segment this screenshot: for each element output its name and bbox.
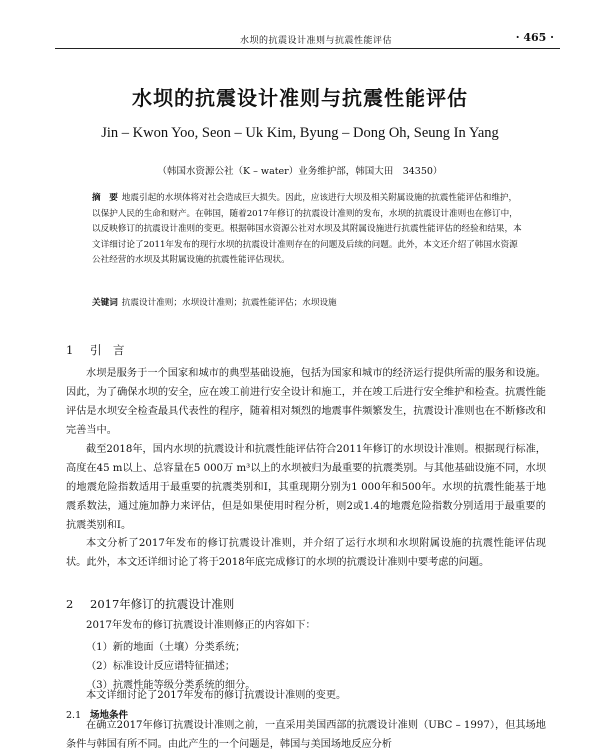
subsection-number: 2.1 [66,710,82,721]
body-paragraph: 在确立2017年修订抗震设计准则之前，一直采用美国西部的抗震设计准则（UBC – 1997），但其场地条件与韩国有所不同。由此产生的一个问题是，韩国与美国场地反应分析 [66,720,546,750]
keywords [92,296,522,308]
running-title: 水坝的抗震设计准则与抗震性能评估 [240,36,393,46]
list-item: （3）抗震性能等级分类系统的细分。 [86,680,256,691]
subsection-title: 场地条件 [90,710,129,721]
affiliation: （韩国水资源公社（K – water）业务维护部，韩国大田 34350） [157,166,443,177]
body-paragraph: 截至2018年，国内水坝的抗震设计和抗震性能评估符合2011年修订的水坝设计准则。根据现行标准，高度在45 m以上、总容量在5 000万 m³以上的水坝被归为最重要的抗震类别。与其他基础设施不同，水坝的地震危险指数适用于最重要的抗震类别和Ⅰ，其重现期分别为1 000年和500年。水坝的抗震性能基于地震系数法，通过施加静力来评估，但是如果使用时程分析，则2或1.4的地震危险指数分别适用于最重要的抗震类别和Ⅰ。 [66,444,546,531]
section-heading [66,596,234,612]
author-list: Jin – Kwon Yoo, Seon – Uk Kim, Byung – Dong Oh, Seung In Yang [101,125,499,141]
body-paragraph: 2017年发布的修订抗震设计准则修正的内容如下： [86,620,316,631]
keywords-text: 抗震设计准则；水坝设计准则；抗震性能评估；水坝设施 [121,298,337,308]
running-header [55,30,560,49]
page-number: · 465 · [515,31,554,44]
section-title: 引 言 [90,343,125,357]
body-paragraph: 水坝是服务于一个国家和城市的典型基础设施，包括为国家和城市的经济运行提供所需的服务和设施。因此，为了确保水坝的安全，应在竣工前进行安全设计和施工，并在竣工后进行安全维护和检查。抗震性能评估是水坝安全检查最具代表性的程序，随着相对频烈的地震事件频繁发生，抗震设计准则也在不断修改和完善当中。 [66,368,546,436]
section-heading [66,342,125,358]
list-item: （2）标准设计反应谱特征描述； [86,661,236,672]
abstract-label: 摘 要 [92,193,118,203]
body-paragraph: 本文分析了2017年发布的修订抗震设计准则，并介绍了运行水坝和水坝附属设施的抗震性能评估现状。此外，本文还详细讨论了将于2018年底完成修订的水坝的抗震设计准则中要考虑的问题。 [66,538,546,568]
section-number: 1 [66,343,74,357]
body-paragraph: 本文详细讨论了2017年发布的修订抗震设计准则的变更。 [86,690,347,701]
section-number: 2 [66,597,74,611]
list-item: （1）新的地面（土壤）分类系统； [86,642,246,653]
abstract-text: 地震引起的水坝体将对社会造成巨大损失。因此，应该进行大坝及相关附属设施的抗震性能评估和维护，以保护人民的生命和财产。在韩国，随着2017年修订的抗震设计准则的发布，水坝的抗震设计准则也在修订中，以反映修订的抗震设计准则的变更。根据韩国水资源公社对水坝及其附属设施进行抗震性能评估的经验和结果，本文详细讨论了2011年发布的现行水坝的抗震设计准则存在的问题及后续的问题。此外，本文还介绍了韩国水资源公社经营的水坝及其附属设施的抗震性能评估现状。 [92,193,522,265]
section-title: 2017年修订的抗震设计准则 [90,597,235,611]
paper-title: 水坝的抗震设计准则与抗震性能评估 [132,86,468,110]
abstract [92,191,522,269]
keywords-label: 关键词 [92,298,118,308]
